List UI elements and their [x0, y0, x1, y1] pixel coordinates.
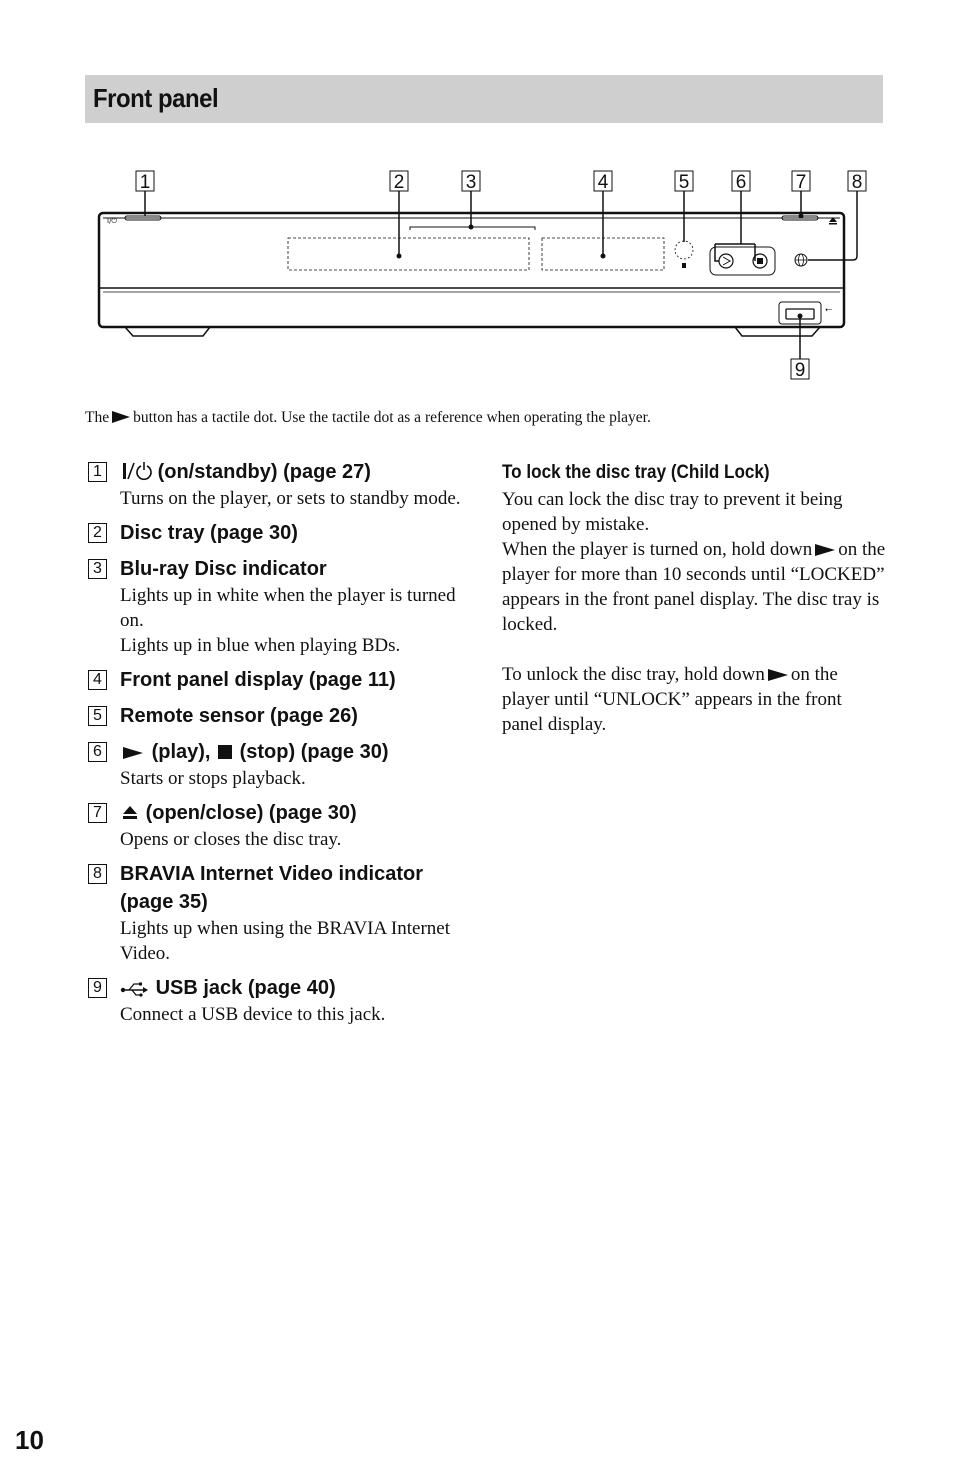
play-icon	[768, 669, 788, 681]
item-heading: Blu-ray Disc indicator	[120, 558, 327, 580]
item-number: 8	[88, 864, 107, 884]
child-lock-paragraph: When the player is turned on, hold down on the player for more than 10 seconds until “LOCKED” appears in the front panel display. The disc tray is locked.	[502, 539, 886, 635]
child-lock-title: To lock the disc tray (Child Lock)	[502, 462, 770, 483]
usb-icon	[120, 981, 150, 997]
list-item	[85, 702, 475, 730]
bravia-indicator	[795, 254, 807, 266]
remote-sensor	[675, 241, 693, 259]
stop-icon	[218, 745, 232, 759]
callout-9	[791, 359, 809, 381]
front-panel-items	[85, 458, 475, 1035]
item-number: 3	[88, 559, 107, 579]
svg-text:5: 5	[678, 172, 690, 193]
list-item	[85, 738, 475, 791]
item-heading: BRAVIA Internet Video indicator (page 35)	[120, 863, 423, 913]
callout-3	[462, 171, 480, 193]
svg-text:1: 1	[139, 172, 151, 193]
item-number: 7	[88, 803, 107, 823]
item-description: Lights up in blue when playing BDs.	[120, 635, 401, 656]
item-number: 9	[88, 978, 107, 998]
list-item	[85, 458, 475, 511]
list-item	[85, 860, 475, 966]
list-item	[85, 974, 475, 1027]
section-header-bar	[85, 75, 883, 123]
item-description: Lights up when using the BRAVIA Internet Video.	[120, 918, 451, 964]
svg-text:8: 8	[851, 172, 863, 193]
svg-text:2: 2	[393, 172, 405, 193]
svg-text:6: 6	[735, 172, 747, 193]
item-heading: (open/close) (page 30)	[120, 799, 475, 827]
child-lock-paragraph: You can lock the disc tray to prevent it being opened by mistake.	[502, 489, 843, 535]
play-icon	[123, 747, 143, 759]
svg-text:I/⏻: I/⏻	[107, 217, 117, 225]
item-description: Lights up in white when the player is turned on.	[120, 585, 456, 631]
child-lock-section	[502, 458, 887, 737]
item-description: Turns on the player, or sets to standby mode.	[120, 488, 461, 509]
callout-5	[675, 171, 693, 193]
item-heading: Front panel display (page 11)	[120, 669, 396, 691]
callout-7	[792, 171, 810, 193]
callout-2	[390, 171, 408, 193]
item-number: 5	[88, 706, 107, 726]
item-heading: (on/standby) (page 27)	[120, 458, 475, 486]
list-item	[85, 666, 475, 694]
section-title: Front panel	[93, 83, 219, 113]
disc-tray	[288, 238, 529, 270]
item-number: 1	[88, 462, 107, 482]
item-heading: Disc tray (page 30)	[120, 522, 298, 544]
list-item	[85, 519, 475, 547]
page-number: 10	[15, 1425, 44, 1455]
callout-4	[594, 171, 612, 193]
svg-text:7: 7	[795, 172, 807, 193]
callout-8	[848, 171, 866, 193]
item-heading: (play), (stop) (page 30)	[120, 738, 475, 766]
tactile-dot-note: The button has a tactile dot. Use the tactile dot as a reference when operating the player.	[85, 409, 651, 426]
item-description: Starts or stops playback.	[120, 768, 306, 789]
svg-text:4: 4	[597, 172, 609, 193]
svg-text:⭠: ⭠	[825, 305, 833, 315]
svg-text:3: 3	[465, 172, 477, 193]
svg-text:9: 9	[794, 360, 806, 381]
item-number: 4	[88, 670, 107, 690]
callout-1	[136, 171, 154, 193]
callout-6	[732, 171, 750, 193]
item-description: Connect a USB device to this jack.	[120, 1004, 386, 1025]
item-number: 2	[88, 523, 107, 543]
play-icon	[815, 544, 835, 556]
item-description: Opens or closes the disc tray.	[120, 829, 342, 850]
item-heading: USB jack (page 40)	[120, 974, 475, 1002]
item-number: 6	[88, 742, 107, 762]
item-heading: Remote sensor (page 26)	[120, 705, 358, 727]
play-icon	[112, 411, 130, 423]
list-item	[85, 799, 475, 852]
child-unlock-paragraph: To unlock the disc tray, hold down on the player until “UNLOCK” appears in the front panel display.	[502, 664, 842, 735]
list-item	[85, 555, 475, 658]
on-standby-icon	[120, 461, 152, 481]
eject-icon	[120, 802, 140, 822]
front-panel-diagram	[85, 160, 883, 390]
